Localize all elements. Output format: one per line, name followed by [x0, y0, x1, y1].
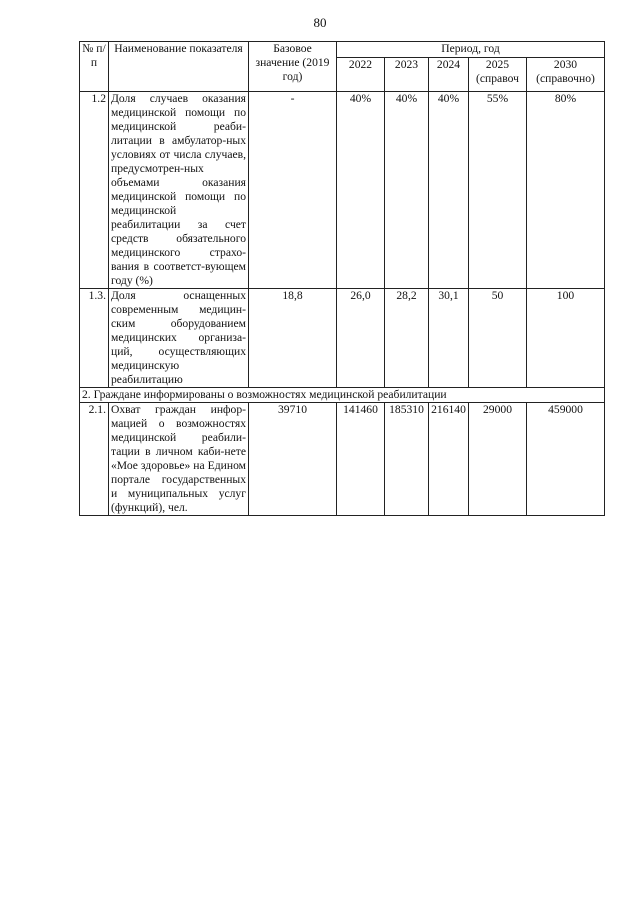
row-value: 40%	[429, 92, 469, 289]
table-row	[80, 289, 605, 388]
row-value: 40%	[337, 92, 385, 289]
row-name: Доля случаев оказания медицинской помощи по медицинской реаби-литации в амбулатор-ных условиях от числа случаев, предусмотрен-ных объемами оказания медицинской помощи по медицинской реабилитации за счет средств обязательного медицинского страхо-вания в соответст-вующем году (%)	[109, 92, 249, 289]
header-period: Период, год	[337, 42, 605, 58]
row-name: Охват граждан инфор-мацией о возможностях медицинской реабили-тации в личном каби-нете «Мое здоровье» на Едином портале государственных и муниципальных услуг (функций), чел.	[109, 403, 249, 516]
header-year-2024: 2024	[429, 58, 469, 92]
row-value: 50	[469, 289, 527, 388]
row-num: 1.2	[80, 92, 109, 289]
indicators-table	[79, 41, 605, 516]
header-year-2023: 2023	[385, 58, 429, 92]
table-row	[80, 403, 605, 516]
row-num: 2.1.	[80, 403, 109, 516]
row-base: 39710	[249, 403, 337, 516]
row-base: 18,8	[249, 289, 337, 388]
row-value: 459000	[527, 403, 605, 516]
row-value: 80%	[527, 92, 605, 289]
header-year-2022: 2022	[337, 58, 385, 92]
header-name: Наименование показателя	[109, 42, 249, 92]
row-value: 26,0	[337, 289, 385, 388]
header-base: Базовое значение (2019 год)	[249, 42, 337, 92]
row-value: 55%	[469, 92, 527, 289]
section-row	[80, 388, 605, 403]
row-value: 28,2	[385, 289, 429, 388]
row-base: -	[249, 92, 337, 289]
table-row	[80, 92, 605, 289]
row-value: 30,1	[429, 289, 469, 388]
page-number: 80	[313, 15, 327, 30]
row-value: 29000	[469, 403, 527, 516]
row-name: Доля оснащенных современным медицин-ским оборудованием медицинских организа-ций, осуществляющих медицинскую реабилитацию	[109, 289, 249, 388]
row-num: 1.3.	[80, 289, 109, 388]
row-value: 141460	[337, 403, 385, 516]
header-num: № п/п	[80, 42, 109, 92]
section-heading: 2. Граждане информированы о возможностях медицинской реабилитации	[80, 388, 605, 403]
header-year-2025: 2025 (справоч	[469, 58, 527, 92]
row-value: 216140	[429, 403, 469, 516]
row-value: 100	[527, 289, 605, 388]
row-value: 185310	[385, 403, 429, 516]
header-year-2030: 2030 (справочно)	[527, 58, 605, 92]
row-value: 40%	[385, 92, 429, 289]
